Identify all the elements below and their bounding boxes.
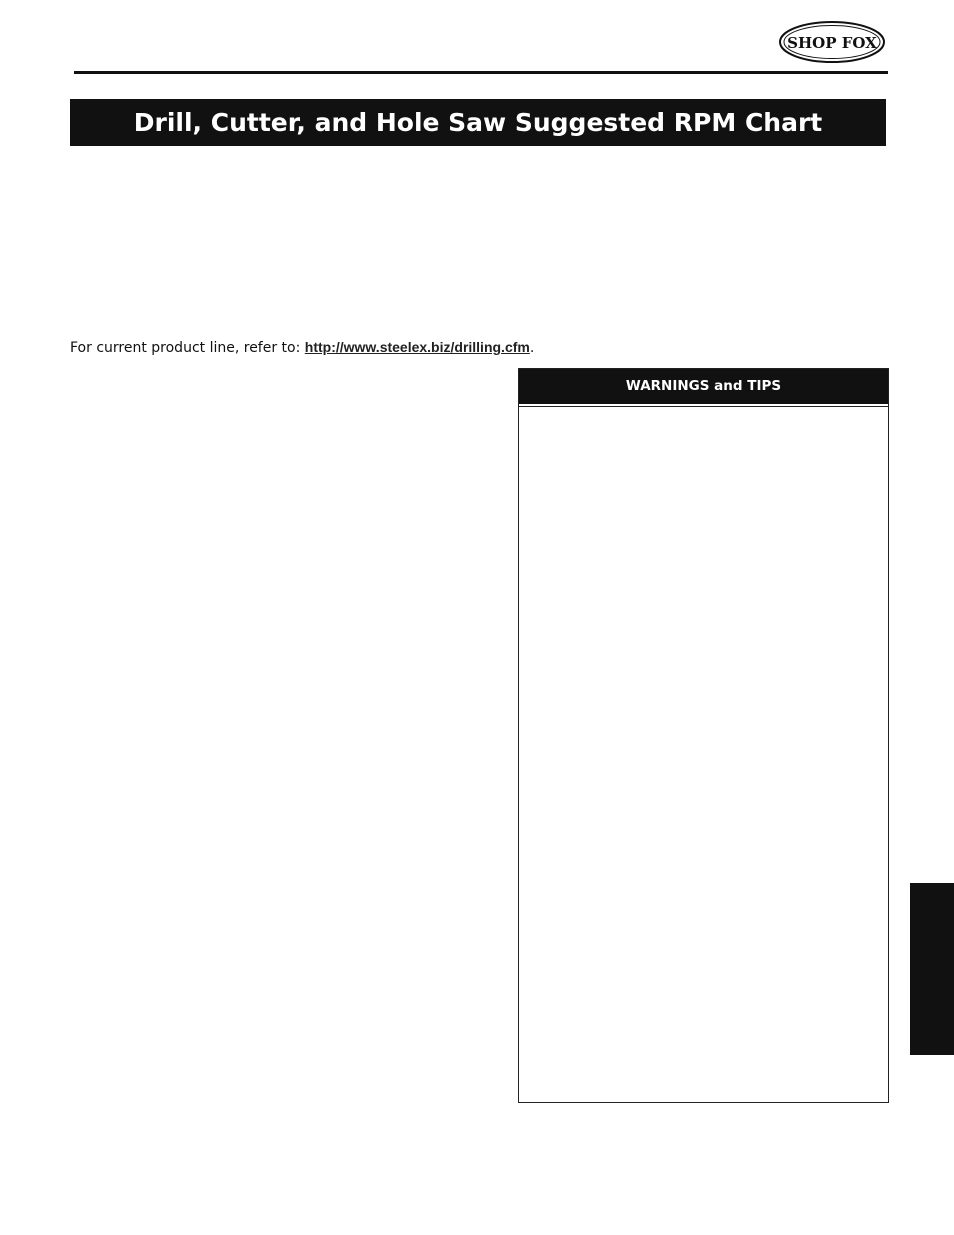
logo-text: SHOP FOX <box>787 34 877 52</box>
shop-fox-logo <box>778 20 886 64</box>
warnings-tips-box <box>518 368 889 1103</box>
warnings-tips-title: WARNINGS and TIPS <box>519 369 888 404</box>
header-rule <box>74 71 888 74</box>
logo-arc-top <box>778 20 808 21</box>
product-line-paragraph: For current product line, refer to: http://www.steelex.biz/drilling.cfm. <box>70 339 535 356</box>
product-line-label: For current product line, refer to: <box>70 340 305 356</box>
steelex-link[interactable]: http://www.steelex.biz/drilling.cfm <box>304 339 530 355</box>
section-tab <box>910 883 954 1055</box>
page-title: Drill, Cutter, and Hole Saw Suggested RPM Chart <box>70 99 886 146</box>
tips-list <box>519 407 888 425</box>
